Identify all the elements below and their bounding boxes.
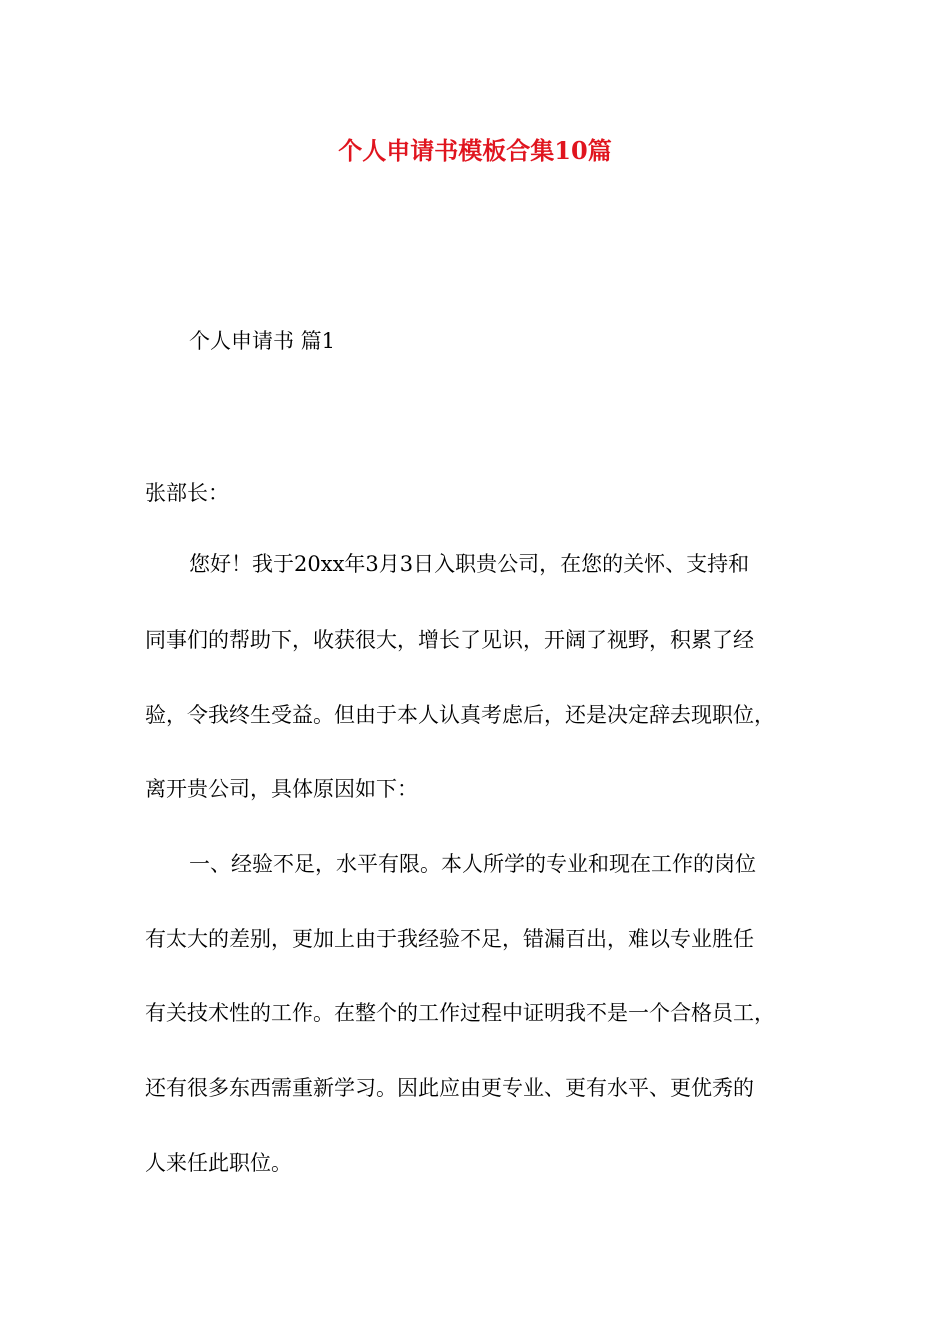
section-heading: 个人申请书 篇1	[189, 329, 336, 353]
body-line: 有关技术性的工作。在整个的工作过程中证明我不是一个合格员工，	[145, 1001, 775, 1025]
body-line: 还有很多东西需重新学习。因此应由更专业、更有水平、更优秀的	[145, 1076, 754, 1100]
body-line: 有太大的差别，更加上由于我经验不足，错漏百出，难以专业胜任	[145, 927, 754, 951]
body-line: 离开贵公司，具体原因如下：	[145, 777, 418, 801]
body-line: 人来任此职位。	[145, 1151, 292, 1175]
document-title: 个人申请书模板合集10篇	[338, 136, 612, 165]
body-line: 同事们的帮助下，收获很大，增长了见识，开阔了视野，积累了经	[145, 628, 754, 652]
body-line: 验，令我终生受益。但由于本人认真考虑后，还是决定辞去现职位，	[145, 703, 775, 727]
body-line: 一、经验不足，水平有限。本人所学的专业和现在工作的岗位	[189, 852, 756, 876]
body-line: 您好！我于20xx年3月3日入职贵公司，在您的关怀、支持和	[189, 552, 750, 576]
salutation: 张部长：	[145, 481, 229, 505]
